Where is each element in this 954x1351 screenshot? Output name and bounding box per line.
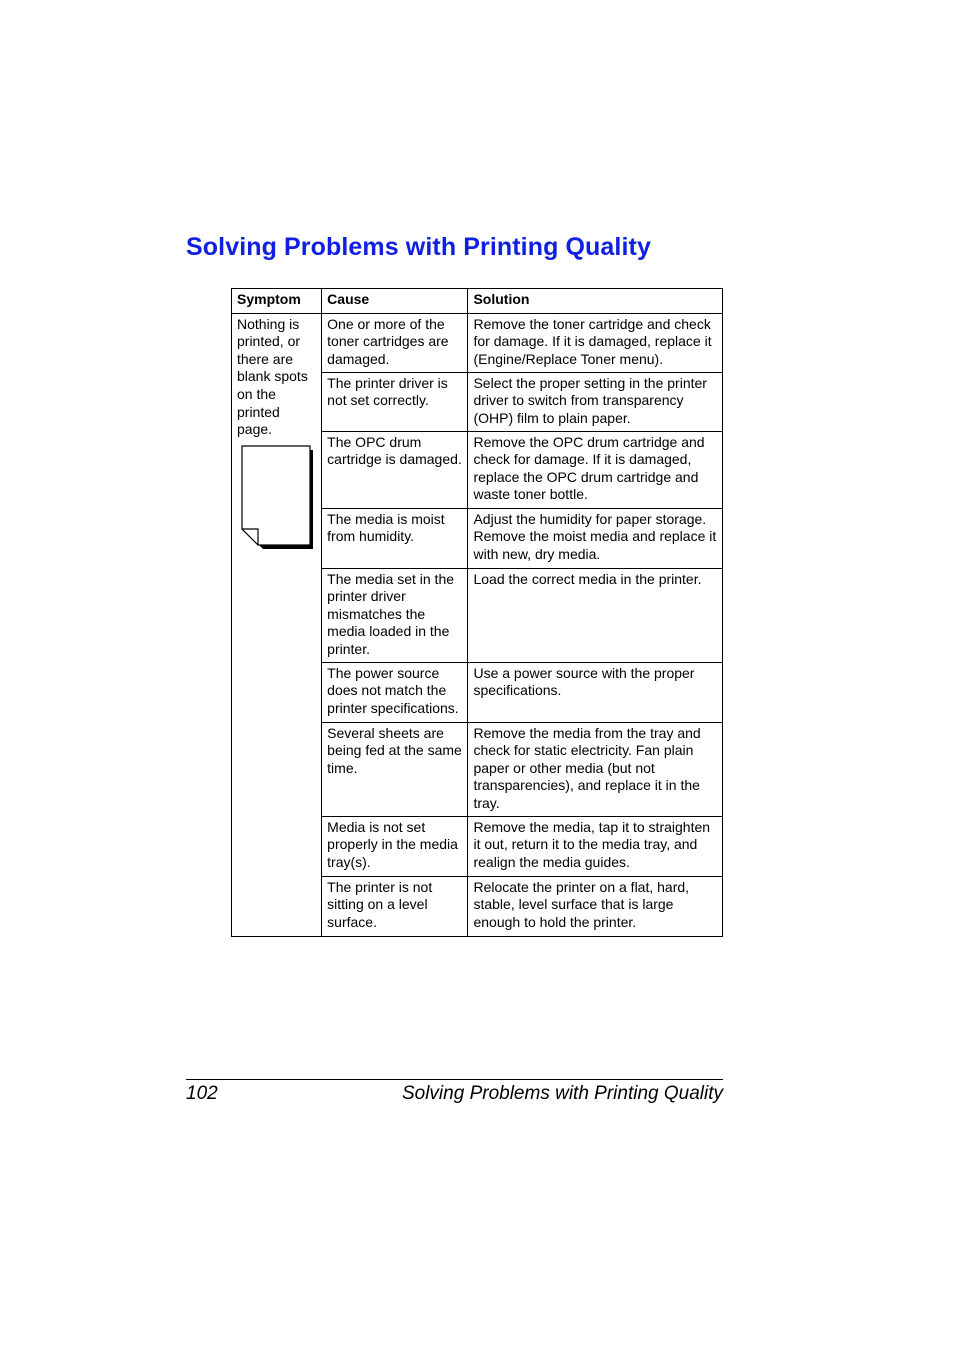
table-row	[232, 313, 723, 372]
cause-cell: The printer driver is not set correctly.	[322, 372, 468, 431]
solution-cell: Use a power source with the proper specifications.	[468, 662, 723, 722]
cause-cell: The media is moist from humidity.	[322, 508, 468, 568]
page-title: Solving Problems with Printing Quality	[186, 233, 651, 261]
cause-cell: The OPC drum cartridge is damaged.	[322, 431, 468, 508]
header-solution: Solution	[468, 289, 723, 314]
troubleshooting-table	[231, 288, 723, 937]
table-header-row	[232, 289, 723, 314]
header-cause: Cause	[322, 289, 468, 314]
cause-cell: Media is not set properly in the media tray(s).	[322, 816, 468, 876]
solution-cell: Remove the toner cartridge and check for damage. If it is damaged, replace it (Engine/Replace Toner menu).	[468, 313, 723, 372]
cause-cell: The media set in the printer driver mismatches the media loaded in the printer.	[322, 568, 468, 662]
symptom-text: Nothing is printed, or there are blank spots on the printed page.	[237, 315, 308, 438]
symptom-cell	[232, 313, 322, 936]
solution-cell: Remove the OPC drum cartridge and check for damage. If it is damaged, replace the OPC drum cartridge and waste toner bottle.	[468, 431, 723, 508]
solution-cell: Remove the media from the tray and check for static electricity. Fan plain paper or other media (but not transparencies), and replace it in the tray.	[468, 722, 723, 816]
cause-cell: The printer is not sitting on a level surface.	[322, 876, 468, 936]
blank-page-icon	[239, 445, 315, 549]
cause-cell: Several sheets are being fed at the same time.	[322, 722, 468, 816]
solution-cell: Adjust the humidity for paper storage. Remove the moist media and replace it with new, dry media.	[468, 508, 723, 568]
cause-cell: The power source does not match the printer specifications.	[322, 662, 468, 722]
solution-cell: Select the proper setting in the printer driver to switch from transparency (OHP) film to plain paper.	[468, 372, 723, 431]
footer-section-title: Solving Problems with Printing Quality	[401, 1083, 723, 1104]
solution-cell: Load the correct media in the printer.	[468, 568, 723, 662]
footer-divider	[186, 1079, 723, 1080]
header-symptom: Symptom	[232, 289, 322, 314]
cause-cell: One or more of the toner cartridges are damaged.	[322, 313, 468, 372]
solution-cell: Relocate the printer on a flat, hard, stable, level surface that is large enough to hold the printer.	[468, 876, 723, 936]
solution-cell: Remove the media, tap it to straighten it out, return it to the media tray, and realign the media guides.	[468, 816, 723, 876]
footer-page-number: 102	[186, 1083, 218, 1104]
